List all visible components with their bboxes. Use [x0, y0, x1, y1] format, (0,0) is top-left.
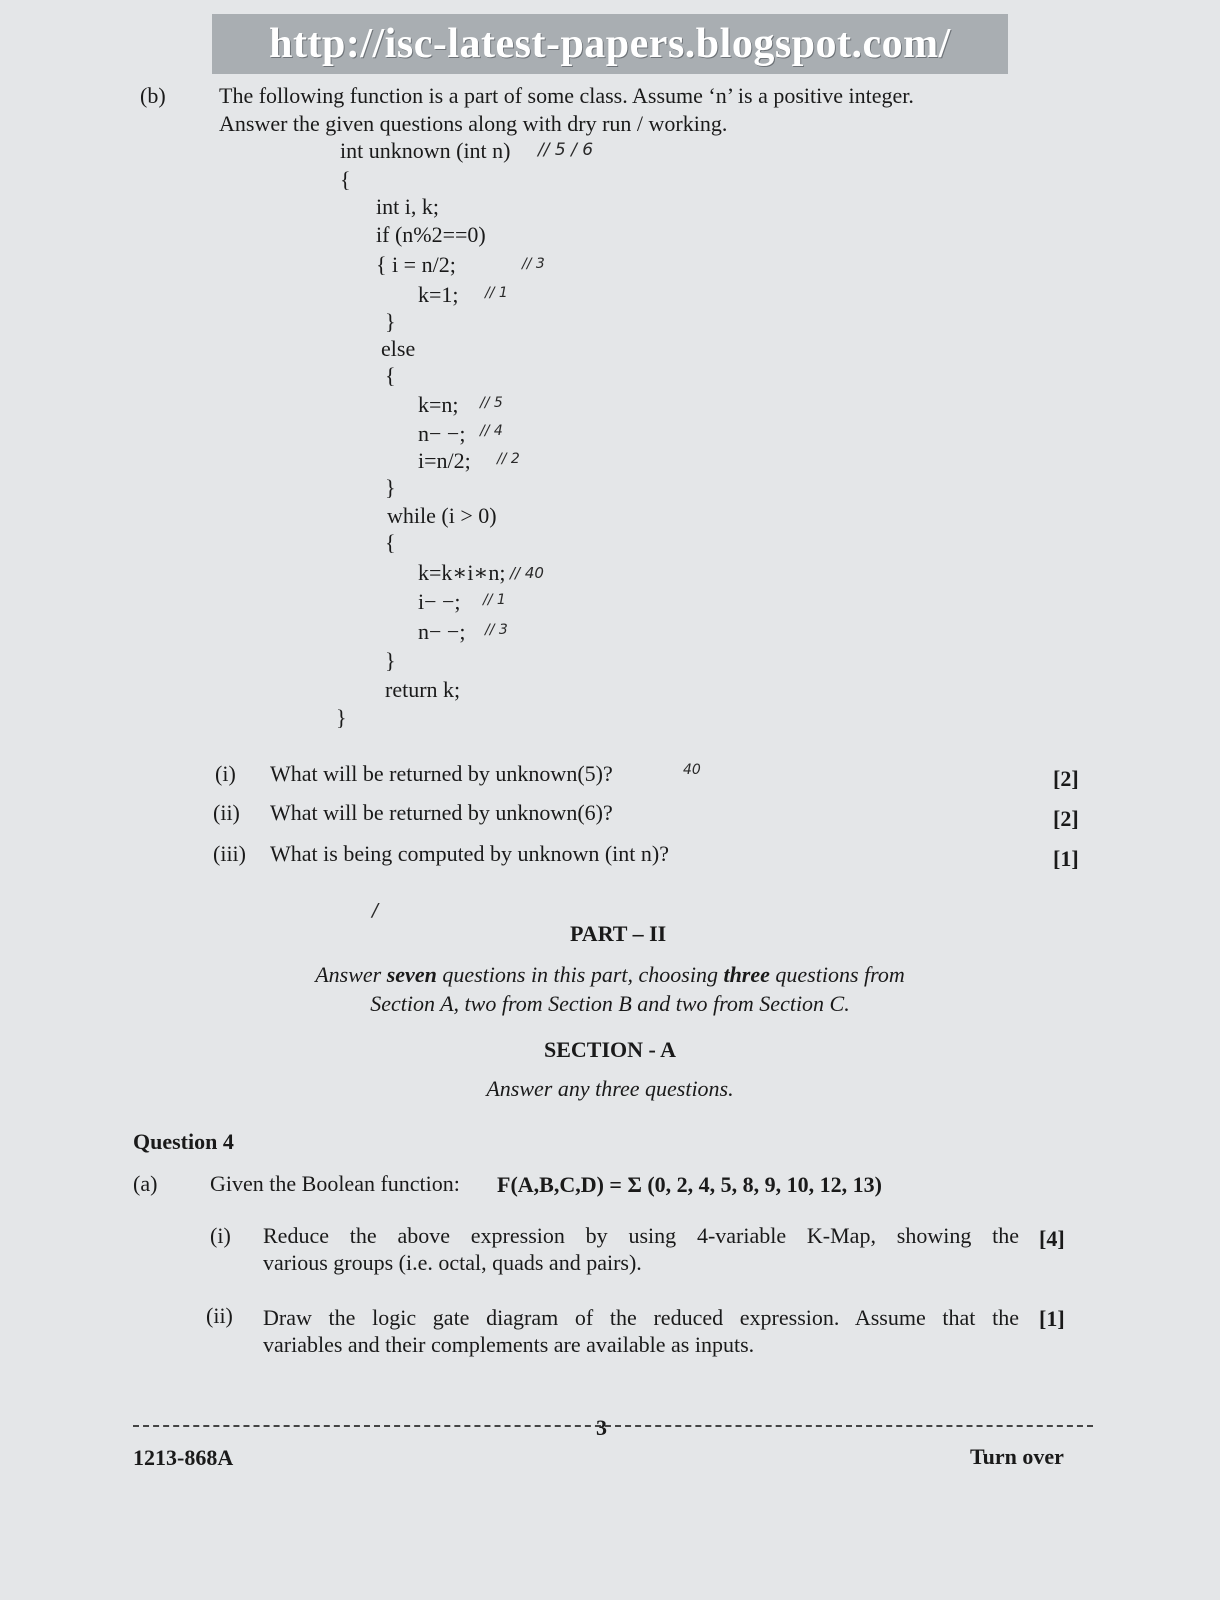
code-line: k=1;	[418, 282, 459, 307]
marks-badge: [1]	[1053, 846, 1079, 871]
question-text: What is being computed by unknown (int n)?	[270, 841, 669, 866]
code-line: k=k∗i∗n;	[418, 560, 506, 585]
question-number: (ii)	[213, 800, 240, 825]
turn-over-label: Turn over	[970, 1444, 1064, 1469]
part-b-intro-line1: The following function is a part of some class. Assume ‘n’ is a positive integer.	[219, 83, 914, 108]
question-text	[263, 1304, 1019, 1358]
section-instruction: Answer any three questions.	[486, 1076, 734, 1101]
code-line: }	[336, 705, 347, 730]
marks-badge: [2]	[1053, 766, 1079, 791]
marks-badge: [2]	[1053, 806, 1079, 831]
code-line: else	[381, 336, 416, 361]
code-line: n− −;	[418, 421, 466, 446]
code-line: int i, k;	[376, 194, 439, 219]
part-instruction-line2: Section A, two from Section B and two from Section C.	[370, 991, 850, 1016]
code-line: n− −;	[418, 619, 466, 644]
code-line: }	[385, 475, 396, 500]
handwritten-annotation: // 2	[497, 451, 520, 467]
question-text-line: variables and their complements are available as inputs.	[263, 1332, 755, 1357]
instruction-emphasis: seven	[386, 962, 437, 987]
part-b-label: (b)	[140, 83, 166, 108]
handwritten-annotation: // 40	[510, 564, 544, 582]
handwritten-annotation: // 1	[485, 285, 508, 301]
code-line: {	[340, 167, 351, 192]
handwritten-annotation: // 5 / 6	[538, 140, 594, 160]
instruction-text: Answer	[315, 962, 387, 987]
question-number: (i)	[210, 1223, 231, 1248]
question-text-line: Reduce the above expression by using 4-variable K-Map, showing the	[263, 1223, 1019, 1248]
question-number: (i)	[215, 761, 236, 786]
code-line: i=n/2;	[418, 448, 471, 473]
code-line: k=n;	[418, 392, 459, 417]
question-text	[263, 1222, 1019, 1276]
question-text: What will be returned by unknown(6)?	[270, 800, 613, 825]
instruction-text: questions in this part, choosing	[436, 962, 724, 987]
code-line: i− −;	[418, 589, 461, 614]
question-heading: Question 4	[133, 1129, 234, 1154]
code-line: return k;	[385, 677, 461, 702]
question-number: (iii)	[213, 841, 246, 866]
footer-divider	[133, 1425, 1093, 1427]
handwritten-annotation: 40	[683, 762, 701, 778]
handwritten-tick-mark: /	[372, 900, 379, 921]
code-line: {	[385, 530, 396, 555]
marks-badge: [1]	[1039, 1306, 1065, 1331]
question-text-line: Draw the logic gate diagram of the reduced expression. Assume that the	[263, 1305, 1019, 1330]
code-line: int unknown (int n)	[340, 138, 511, 163]
code-line: while (i > 0)	[387, 503, 497, 528]
instruction-text: questions from	[769, 962, 905, 987]
handwritten-annotation: // 4	[480, 423, 503, 439]
code-line: { i = n/2;	[376, 252, 456, 277]
code-line: if (n%2==0)	[376, 222, 486, 247]
site-url-banner[interactable]: http://isc-latest-papers.blogspot.com/	[212, 14, 1008, 74]
instruction-emphasis: three	[723, 962, 770, 987]
code-line: }	[385, 648, 396, 673]
handwritten-annotation: // 5	[480, 395, 503, 411]
page-number: 3	[596, 1415, 607, 1440]
question-text-line: various groups (i.e. octal, quads and pairs).	[263, 1250, 642, 1275]
handwritten-annotation: // 3	[522, 256, 545, 272]
boolean-function: F(A,B,C,D) = Σ (0, 2, 4, 5, 8, 9, 10, 12, 13)	[497, 1172, 882, 1197]
code-line: {	[385, 363, 396, 388]
question-part-label: (a)	[133, 1171, 158, 1196]
marks-badge: [4]	[1039, 1226, 1065, 1251]
question-number: (ii)	[206, 1303, 233, 1328]
paper-code: 1213-868A	[133, 1445, 234, 1470]
part-b-intro-line2: Answer the given questions along with dry run / working.	[219, 111, 728, 136]
question-text: What will be returned by unknown(5)?	[270, 761, 613, 786]
part-instruction-line1	[200, 961, 1020, 989]
part-title: PART – II	[570, 921, 667, 946]
section-title: SECTION - A	[543, 1037, 677, 1062]
question-given: Given the Boolean function:	[210, 1171, 460, 1196]
handwritten-annotation: // 3	[485, 622, 508, 638]
code-line: }	[385, 309, 396, 334]
handwritten-annotation: // 1	[483, 592, 506, 608]
